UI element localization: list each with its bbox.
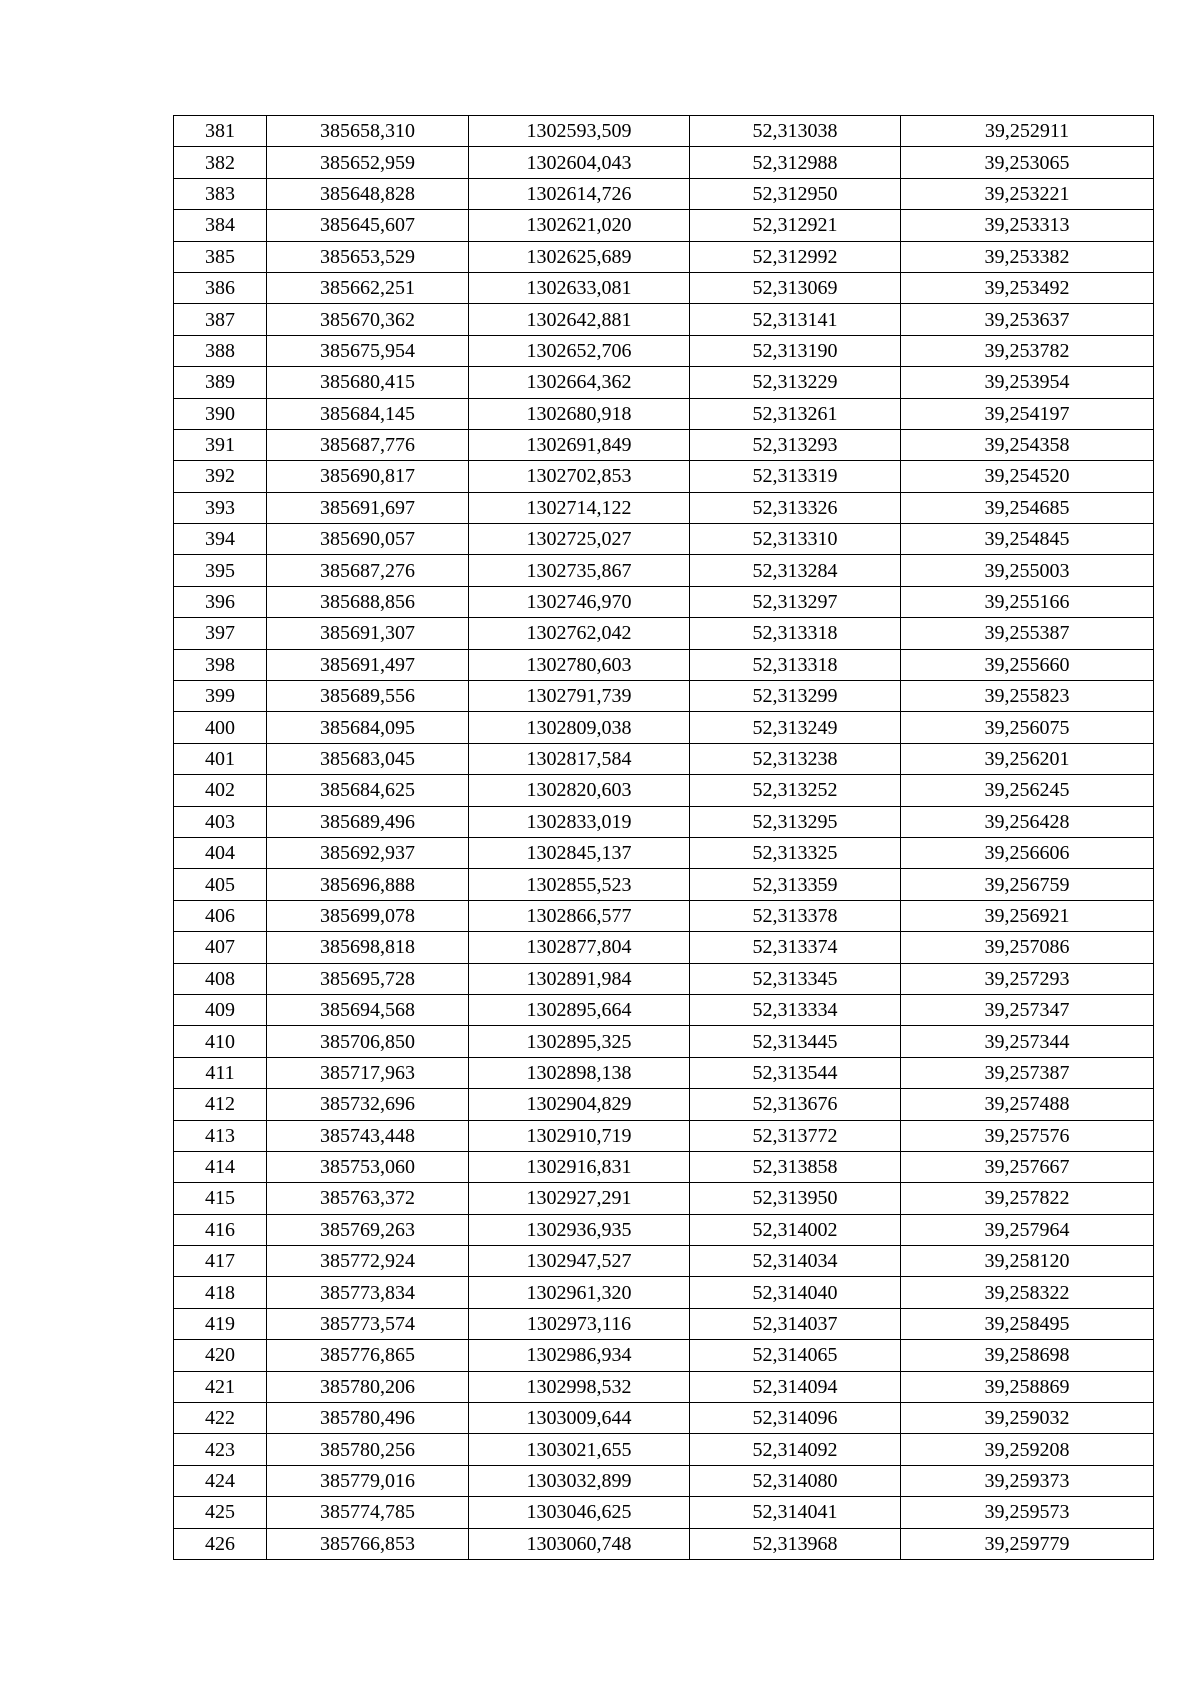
table-row — [174, 1528, 1154, 1559]
table-row — [174, 1214, 1154, 1245]
longitude-cell: 39,253382 — [901, 241, 1154, 272]
latitude-cell: 52,313141 — [690, 304, 901, 335]
longitude-cell: 39,255660 — [901, 649, 1154, 680]
latitude-cell: 52,313374 — [690, 932, 901, 963]
y-coordinate-cell: 1302895,325 — [469, 1026, 690, 1057]
x-coordinate-cell: 385698,818 — [267, 932, 469, 963]
x-coordinate-cell: 385769,263 — [267, 1214, 469, 1245]
y-coordinate-cell: 1302664,362 — [469, 367, 690, 398]
latitude-cell: 52,314040 — [690, 1277, 901, 1308]
latitude-cell: 52,313345 — [690, 963, 901, 994]
latitude-cell: 52,312988 — [690, 147, 901, 178]
latitude-cell: 52,314092 — [690, 1434, 901, 1465]
longitude-cell: 39,253782 — [901, 335, 1154, 366]
x-coordinate-cell: 385691,697 — [267, 492, 469, 523]
longitude-cell: 39,254358 — [901, 429, 1154, 460]
y-coordinate-cell: 1303060,748 — [469, 1528, 690, 1559]
longitude-cell: 39,256201 — [901, 743, 1154, 774]
table-row — [174, 649, 1154, 680]
y-coordinate-cell: 1302746,970 — [469, 586, 690, 617]
point-number-cell: 392 — [174, 461, 267, 492]
latitude-cell: 52,313261 — [690, 398, 901, 429]
point-number-cell: 414 — [174, 1151, 267, 1182]
table-row — [174, 1340, 1154, 1371]
y-coordinate-cell: 1302947,527 — [469, 1246, 690, 1277]
latitude-cell: 52,314002 — [690, 1214, 901, 1245]
longitude-cell: 39,253492 — [901, 272, 1154, 303]
longitude-cell: 39,255387 — [901, 618, 1154, 649]
latitude-cell: 52,313968 — [690, 1528, 901, 1559]
longitude-cell: 39,255003 — [901, 555, 1154, 586]
longitude-cell: 39,258322 — [901, 1277, 1154, 1308]
y-coordinate-cell: 1302762,042 — [469, 618, 690, 649]
y-coordinate-cell: 1302621,020 — [469, 210, 690, 241]
longitude-cell: 39,257576 — [901, 1120, 1154, 1151]
table-row — [174, 398, 1154, 429]
table-row — [174, 1308, 1154, 1339]
x-coordinate-cell: 385688,856 — [267, 586, 469, 617]
y-coordinate-cell: 1302904,829 — [469, 1089, 690, 1120]
y-coordinate-cell: 1302845,137 — [469, 837, 690, 868]
latitude-cell: 52,312992 — [690, 241, 901, 272]
y-coordinate-cell: 1302961,320 — [469, 1277, 690, 1308]
latitude-cell: 52,313190 — [690, 335, 901, 366]
point-number-cell: 385 — [174, 241, 267, 272]
table-row — [174, 1403, 1154, 1434]
longitude-cell: 39,256428 — [901, 806, 1154, 837]
table-row — [174, 147, 1154, 178]
latitude-cell: 52,313858 — [690, 1151, 901, 1182]
table-row — [174, 1371, 1154, 1402]
longitude-cell: 39,259373 — [901, 1465, 1154, 1496]
latitude-cell: 52,313295 — [690, 806, 901, 837]
longitude-cell: 39,256606 — [901, 837, 1154, 868]
point-number-cell: 387 — [174, 304, 267, 335]
x-coordinate-cell: 385684,625 — [267, 775, 469, 806]
x-coordinate-cell: 385694,568 — [267, 994, 469, 1025]
point-number-cell: 386 — [174, 272, 267, 303]
y-coordinate-cell: 1302927,291 — [469, 1183, 690, 1214]
latitude-cell: 52,313445 — [690, 1026, 901, 1057]
longitude-cell: 39,258120 — [901, 1246, 1154, 1277]
latitude-cell: 52,313069 — [690, 272, 901, 303]
table-row — [174, 367, 1154, 398]
table-row — [174, 932, 1154, 963]
table-row — [174, 712, 1154, 743]
longitude-cell: 39,253065 — [901, 147, 1154, 178]
x-coordinate-cell: 385780,256 — [267, 1434, 469, 1465]
point-number-cell: 410 — [174, 1026, 267, 1057]
point-number-cell: 393 — [174, 492, 267, 523]
point-number-cell: 398 — [174, 649, 267, 680]
latitude-cell: 52,313334 — [690, 994, 901, 1025]
longitude-cell: 39,255166 — [901, 586, 1154, 617]
x-coordinate-cell: 385699,078 — [267, 900, 469, 931]
y-coordinate-cell: 1302910,719 — [469, 1120, 690, 1151]
x-coordinate-cell: 385690,817 — [267, 461, 469, 492]
x-coordinate-cell: 385689,496 — [267, 806, 469, 837]
x-coordinate-cell: 385645,607 — [267, 210, 469, 241]
table-row — [174, 272, 1154, 303]
longitude-cell: 39,259573 — [901, 1497, 1154, 1528]
y-coordinate-cell: 1302625,689 — [469, 241, 690, 272]
longitude-cell: 39,254197 — [901, 398, 1154, 429]
longitude-cell: 39,252911 — [901, 116, 1154, 147]
latitude-cell: 52,313325 — [690, 837, 901, 868]
y-coordinate-cell: 1302780,603 — [469, 649, 690, 680]
table-row — [174, 1183, 1154, 1214]
y-coordinate-cell: 1302986,934 — [469, 1340, 690, 1371]
x-coordinate-cell: 385691,307 — [267, 618, 469, 649]
point-number-cell: 407 — [174, 932, 267, 963]
point-number-cell: 399 — [174, 681, 267, 712]
point-number-cell: 397 — [174, 618, 267, 649]
longitude-cell: 39,254845 — [901, 524, 1154, 555]
table-row — [174, 1026, 1154, 1057]
x-coordinate-cell: 385648,828 — [267, 178, 469, 209]
y-coordinate-cell: 1302866,577 — [469, 900, 690, 931]
y-coordinate-cell: 1302820,603 — [469, 775, 690, 806]
y-coordinate-cell: 1302614,726 — [469, 178, 690, 209]
point-number-cell: 395 — [174, 555, 267, 586]
point-number-cell: 426 — [174, 1528, 267, 1559]
table-row — [174, 586, 1154, 617]
y-coordinate-cell: 1303032,899 — [469, 1465, 690, 1496]
coordinates-table — [173, 115, 1154, 1560]
latitude-cell: 52,313284 — [690, 555, 901, 586]
latitude-cell: 52,313544 — [690, 1057, 901, 1088]
point-number-cell: 420 — [174, 1340, 267, 1371]
y-coordinate-cell: 1303046,625 — [469, 1497, 690, 1528]
table-row — [174, 116, 1154, 147]
y-coordinate-cell: 1302877,804 — [469, 932, 690, 963]
longitude-cell: 39,257822 — [901, 1183, 1154, 1214]
latitude-cell: 52,313297 — [690, 586, 901, 617]
x-coordinate-cell: 385687,776 — [267, 429, 469, 460]
x-coordinate-cell: 385687,276 — [267, 555, 469, 586]
y-coordinate-cell: 1302593,509 — [469, 116, 690, 147]
y-coordinate-cell: 1302691,849 — [469, 429, 690, 460]
point-number-cell: 405 — [174, 869, 267, 900]
x-coordinate-cell: 385779,016 — [267, 1465, 469, 1496]
table-row — [174, 1434, 1154, 1465]
latitude-cell: 52,314041 — [690, 1497, 901, 1528]
x-coordinate-cell: 385743,448 — [267, 1120, 469, 1151]
longitude-cell: 39,259208 — [901, 1434, 1154, 1465]
table-row — [174, 618, 1154, 649]
latitude-cell: 52,313318 — [690, 649, 901, 680]
latitude-cell: 52,314080 — [690, 1465, 901, 1496]
point-number-cell: 415 — [174, 1183, 267, 1214]
y-coordinate-cell: 1302817,584 — [469, 743, 690, 774]
latitude-cell: 52,313318 — [690, 618, 901, 649]
table-row — [174, 210, 1154, 241]
latitude-cell: 52,313676 — [690, 1089, 901, 1120]
latitude-cell: 52,313772 — [690, 1120, 901, 1151]
table-row — [174, 1057, 1154, 1088]
point-number-cell: 421 — [174, 1371, 267, 1402]
x-coordinate-cell: 385732,696 — [267, 1089, 469, 1120]
longitude-cell: 39,254520 — [901, 461, 1154, 492]
y-coordinate-cell: 1302725,027 — [469, 524, 690, 555]
longitude-cell: 39,257964 — [901, 1214, 1154, 1245]
table-row — [174, 1246, 1154, 1277]
x-coordinate-cell: 385684,095 — [267, 712, 469, 743]
point-number-cell: 412 — [174, 1089, 267, 1120]
longitude-cell: 39,256759 — [901, 869, 1154, 900]
table-row — [174, 461, 1154, 492]
y-coordinate-cell: 1302680,918 — [469, 398, 690, 429]
x-coordinate-cell: 385690,057 — [267, 524, 469, 555]
point-number-cell: 389 — [174, 367, 267, 398]
y-coordinate-cell: 1302652,706 — [469, 335, 690, 366]
y-coordinate-cell: 1302604,043 — [469, 147, 690, 178]
point-number-cell: 408 — [174, 963, 267, 994]
x-coordinate-cell: 385780,496 — [267, 1403, 469, 1434]
coordinates-table-body — [174, 116, 1154, 1560]
x-coordinate-cell: 385717,963 — [267, 1057, 469, 1088]
table-row — [174, 524, 1154, 555]
point-number-cell: 409 — [174, 994, 267, 1025]
table-row — [174, 681, 1154, 712]
y-coordinate-cell: 1302855,523 — [469, 869, 690, 900]
longitude-cell: 39,257488 — [901, 1089, 1154, 1120]
longitude-cell: 39,257387 — [901, 1057, 1154, 1088]
x-coordinate-cell: 385696,888 — [267, 869, 469, 900]
x-coordinate-cell: 385689,556 — [267, 681, 469, 712]
longitude-cell: 39,253221 — [901, 178, 1154, 209]
y-coordinate-cell: 1302898,138 — [469, 1057, 690, 1088]
table-row — [174, 806, 1154, 837]
point-number-cell: 383 — [174, 178, 267, 209]
longitude-cell: 39,258495 — [901, 1308, 1154, 1339]
point-number-cell: 406 — [174, 900, 267, 931]
longitude-cell: 39,257293 — [901, 963, 1154, 994]
longitude-cell: 39,256921 — [901, 900, 1154, 931]
table-row — [174, 869, 1154, 900]
x-coordinate-cell: 385763,372 — [267, 1183, 469, 1214]
x-coordinate-cell: 385658,310 — [267, 116, 469, 147]
y-coordinate-cell: 1303009,644 — [469, 1403, 690, 1434]
table-row — [174, 1465, 1154, 1496]
longitude-cell: 39,254685 — [901, 492, 1154, 523]
latitude-cell: 52,313038 — [690, 116, 901, 147]
y-coordinate-cell: 1302833,019 — [469, 806, 690, 837]
y-coordinate-cell: 1302936,935 — [469, 1214, 690, 1245]
table-row — [174, 178, 1154, 209]
latitude-cell: 52,312921 — [690, 210, 901, 241]
x-coordinate-cell: 385706,850 — [267, 1026, 469, 1057]
x-coordinate-cell: 385653,529 — [267, 241, 469, 272]
table-row — [174, 775, 1154, 806]
point-number-cell: 400 — [174, 712, 267, 743]
latitude-cell: 52,313310 — [690, 524, 901, 555]
y-coordinate-cell: 1302998,532 — [469, 1371, 690, 1402]
point-number-cell: 423 — [174, 1434, 267, 1465]
point-number-cell: 396 — [174, 586, 267, 617]
point-number-cell: 382 — [174, 147, 267, 178]
point-number-cell: 384 — [174, 210, 267, 241]
point-number-cell: 425 — [174, 1497, 267, 1528]
latitude-cell: 52,313249 — [690, 712, 901, 743]
longitude-cell: 39,253637 — [901, 304, 1154, 335]
longitude-cell: 39,257344 — [901, 1026, 1154, 1057]
latitude-cell: 52,313378 — [690, 900, 901, 931]
latitude-cell: 52,313326 — [690, 492, 901, 523]
point-number-cell: 391 — [174, 429, 267, 460]
longitude-cell: 39,255823 — [901, 681, 1154, 712]
longitude-cell: 39,253954 — [901, 367, 1154, 398]
point-number-cell: 424 — [174, 1465, 267, 1496]
point-number-cell: 417 — [174, 1246, 267, 1277]
y-coordinate-cell: 1302891,984 — [469, 963, 690, 994]
latitude-cell: 52,314065 — [690, 1340, 901, 1371]
latitude-cell: 52,313229 — [690, 367, 901, 398]
x-coordinate-cell: 385692,937 — [267, 837, 469, 868]
point-number-cell: 411 — [174, 1057, 267, 1088]
point-number-cell: 403 — [174, 806, 267, 837]
x-coordinate-cell: 385773,574 — [267, 1308, 469, 1339]
x-coordinate-cell: 385670,362 — [267, 304, 469, 335]
x-coordinate-cell: 385773,834 — [267, 1277, 469, 1308]
point-number-cell: 402 — [174, 775, 267, 806]
point-number-cell: 416 — [174, 1214, 267, 1245]
longitude-cell: 39,253313 — [901, 210, 1154, 241]
table-row — [174, 837, 1154, 868]
y-coordinate-cell: 1302633,081 — [469, 272, 690, 303]
table-row — [174, 1277, 1154, 1308]
x-coordinate-cell: 385680,415 — [267, 367, 469, 398]
point-number-cell: 413 — [174, 1120, 267, 1151]
latitude-cell: 52,313252 — [690, 775, 901, 806]
y-coordinate-cell: 1302714,122 — [469, 492, 690, 523]
table-row — [174, 900, 1154, 931]
x-coordinate-cell: 385652,959 — [267, 147, 469, 178]
table-row — [174, 1151, 1154, 1182]
y-coordinate-cell: 1302702,853 — [469, 461, 690, 492]
y-coordinate-cell: 1302642,881 — [469, 304, 690, 335]
point-number-cell: 388 — [174, 335, 267, 366]
x-coordinate-cell: 385776,865 — [267, 1340, 469, 1371]
x-coordinate-cell: 385772,924 — [267, 1246, 469, 1277]
latitude-cell: 52,313299 — [690, 681, 901, 712]
point-number-cell: 390 — [174, 398, 267, 429]
latitude-cell: 52,313293 — [690, 429, 901, 460]
longitude-cell: 39,257086 — [901, 932, 1154, 963]
longitude-cell: 39,257667 — [901, 1151, 1154, 1182]
latitude-cell: 52,314034 — [690, 1246, 901, 1277]
table-row — [174, 304, 1154, 335]
x-coordinate-cell: 385691,497 — [267, 649, 469, 680]
latitude-cell: 52,313359 — [690, 869, 901, 900]
latitude-cell: 52,313238 — [690, 743, 901, 774]
y-coordinate-cell: 1302973,116 — [469, 1308, 690, 1339]
y-coordinate-cell: 1302791,739 — [469, 681, 690, 712]
table-row — [174, 1497, 1154, 1528]
y-coordinate-cell: 1302895,664 — [469, 994, 690, 1025]
latitude-cell: 52,313950 — [690, 1183, 901, 1214]
x-coordinate-cell: 385753,060 — [267, 1151, 469, 1182]
y-coordinate-cell: 1302735,867 — [469, 555, 690, 586]
longitude-cell: 39,256075 — [901, 712, 1154, 743]
latitude-cell: 52,313319 — [690, 461, 901, 492]
x-coordinate-cell: 385662,251 — [267, 272, 469, 303]
x-coordinate-cell: 385675,954 — [267, 335, 469, 366]
y-coordinate-cell: 1302809,038 — [469, 712, 690, 743]
latitude-cell: 52,314096 — [690, 1403, 901, 1434]
x-coordinate-cell: 385780,206 — [267, 1371, 469, 1402]
point-number-cell: 418 — [174, 1277, 267, 1308]
longitude-cell: 39,259032 — [901, 1403, 1154, 1434]
latitude-cell: 52,312950 — [690, 178, 901, 209]
point-number-cell: 394 — [174, 524, 267, 555]
longitude-cell: 39,259779 — [901, 1528, 1154, 1559]
table-row — [174, 994, 1154, 1025]
table-row — [174, 335, 1154, 366]
table-row — [174, 963, 1154, 994]
longitude-cell: 39,256245 — [901, 775, 1154, 806]
table-row — [174, 1089, 1154, 1120]
longitude-cell: 39,257347 — [901, 994, 1154, 1025]
point-number-cell: 419 — [174, 1308, 267, 1339]
table-row — [174, 743, 1154, 774]
point-number-cell: 381 — [174, 116, 267, 147]
x-coordinate-cell: 385683,045 — [267, 743, 469, 774]
table-row — [174, 555, 1154, 586]
y-coordinate-cell: 1302916,831 — [469, 1151, 690, 1182]
latitude-cell: 52,314094 — [690, 1371, 901, 1402]
x-coordinate-cell: 385774,785 — [267, 1497, 469, 1528]
point-number-cell: 422 — [174, 1403, 267, 1434]
table-row — [174, 429, 1154, 460]
x-coordinate-cell: 385766,853 — [267, 1528, 469, 1559]
latitude-cell: 52,314037 — [690, 1308, 901, 1339]
point-number-cell: 404 — [174, 837, 267, 868]
x-coordinate-cell: 385684,145 — [267, 398, 469, 429]
x-coordinate-cell: 385695,728 — [267, 963, 469, 994]
y-coordinate-cell: 1303021,655 — [469, 1434, 690, 1465]
longitude-cell: 39,258698 — [901, 1340, 1154, 1371]
longitude-cell: 39,258869 — [901, 1371, 1154, 1402]
table-row — [174, 1120, 1154, 1151]
point-number-cell: 401 — [174, 743, 267, 774]
table-row — [174, 241, 1154, 272]
table-row — [174, 492, 1154, 523]
